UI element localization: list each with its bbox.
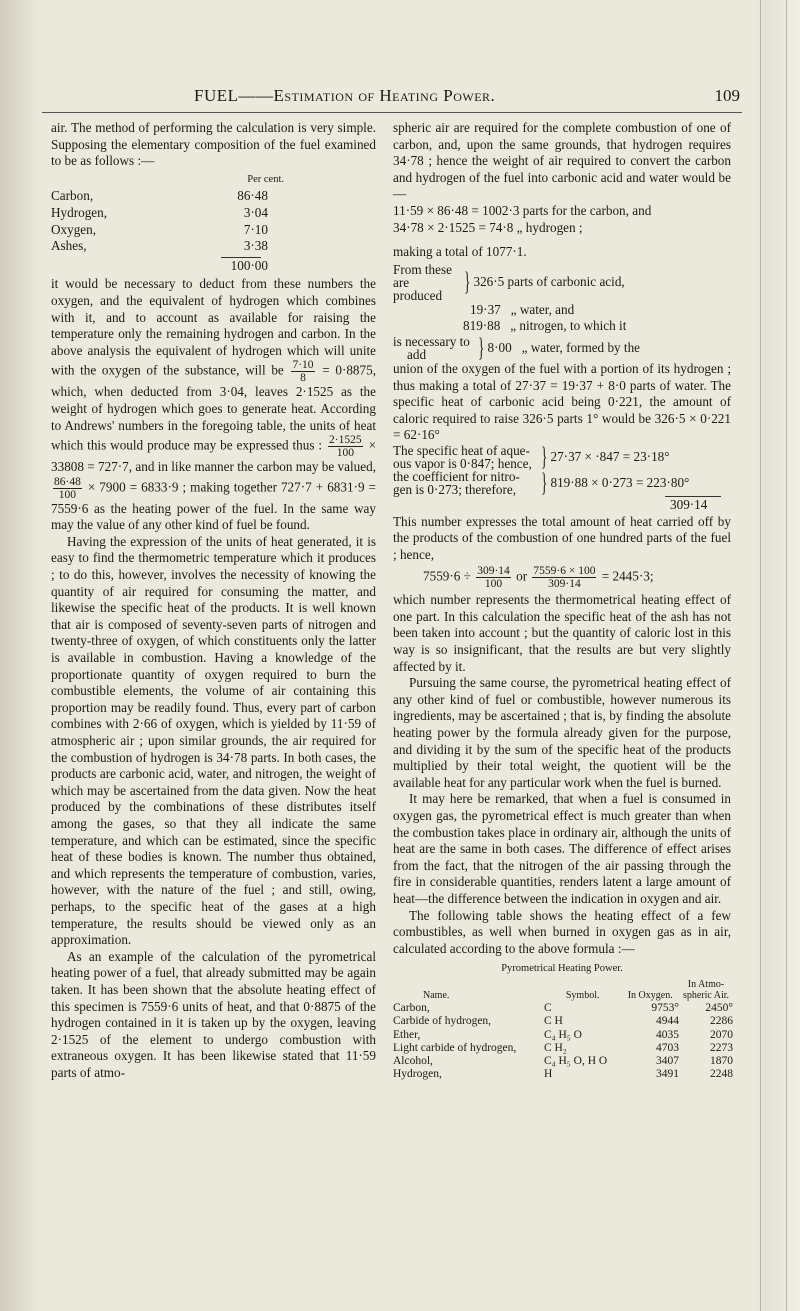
table-cell-air: 2450° [705, 1001, 733, 1014]
table-cell-oxygen: 3407 [656, 1055, 679, 1068]
pyrometrical-table [393, 978, 733, 1082]
row-label: Ashes, [51, 238, 87, 254]
table-row [393, 1055, 733, 1068]
header-word: Estimation [273, 86, 354, 105]
products-block [393, 263, 731, 302]
text-run: „ water, formed by the [521, 339, 641, 355]
text-run: × 7900 = 6833·9 ; making together 727·7 + 6831·9 = 7559·6 as the heating power of the fuel. In the same way may the value of any other kind of fuel be found. [51, 479, 376, 533]
paragraph: This number expresses the total amount of heat carried off by the products of the combustion of one hundred parts of the fuel ; hence, [393, 513, 731, 562]
row-value: 3·38 [243, 238, 268, 254]
table-cell-symbol: H [543, 1068, 553, 1081]
text-run: = 0·8875, which, when deducted from 3·04, leaves 2·1525 as the weight of hydrogen which goes to generate heat. According to Andrews' numbers in the foregoing table, the units of heat which this would produce may be expressed thus : [51, 362, 377, 453]
composition-row [51, 222, 268, 239]
spec-label [393, 444, 538, 470]
value: 19·37 [470, 301, 501, 317]
products-label [393, 263, 461, 302]
paragraph: The following table shows the heating effect of a few combustibles, as well when burned in oxygen gas as in air, calculated according to the above formula :— [393, 907, 731, 956]
column-header: Symbol. [565, 989, 600, 1001]
page-number: 109 [714, 86, 740, 105]
value: 819·88 × 0·273 = 223·80° [550, 474, 690, 490]
composition-total: 100·00 [230, 257, 268, 273]
denominator: 8 [300, 372, 306, 385]
text-run: are produced [393, 274, 443, 303]
calculation-line: 11·59 × 86·48 = 1002·3 parts for the carbon, and [393, 202, 652, 218]
equation [393, 565, 731, 590]
table-caption: Pyrometrical Heating Power. [501, 963, 623, 975]
table-row [393, 1042, 733, 1055]
paragraph: Having the expression of the units of heat generated, it is easy to find the thermometric temperature which it produces ; to do this, however, involves the necessity of knowing the quantity of air required for consuming the matter, and likewise the specific heat of the products. It is well known that air is composed of seventy-seven parts of nitrogen and twenty-three of oxygen, of which constituents only the latter is available in combustion. Having a knowledge of the proportionate quantity of oxygen required to burn the combustible elements, the volume of air containing this proportion may be readily found. Thus, every part of carbon combines with 2·66 of oxygen, which is yielded by 11·59 of atmospheric air ; upon similar grounds, the air required for the combustion of hydrogen is 34·78 parts. In both cases, the products are carbonic acid, water, and nitrogen, the weight of which may be ascertained from the data given. Now the heat produced by the combinations of these distributes itself among the gases, so that they all indicate the same temperature, and which can be estimated, since the specific heat of these bodies is known. The number thus obtained, and which represents the temperature of combustion, varies, however, with the nature of the fuel ; and still, owing, perhaps, to the specific heat of the gases at a high temperature, the results should be viewed only as an approximation. [51, 533, 376, 948]
table-cell-name: Carbide of hydrogen, [393, 1015, 492, 1028]
denominator: 100 [58, 488, 77, 501]
table-cell-air: 2070 [710, 1028, 733, 1041]
text-run: be [271, 362, 284, 378]
brace: } [464, 267, 471, 297]
header-word: FUEL [194, 86, 239, 105]
table-row [393, 1002, 733, 1015]
table-cell-oxygen: 9753° [651, 1001, 679, 1014]
page-edge-line [786, 0, 787, 1311]
table-cell-air: 2248 [710, 1068, 733, 1081]
composition-row [51, 205, 268, 222]
text-run: × 33808 = 727·7, and in like manner the carbon may be valued, [51, 437, 377, 475]
table-cell-name: Alcohol, [393, 1055, 433, 1068]
table-cell-symbol: C H [543, 1015, 563, 1028]
text-run: is necessary to [393, 333, 470, 349]
text-run: From these [393, 261, 452, 277]
composition-row [51, 238, 268, 255]
numerator: 2·1525 [329, 434, 362, 447]
text-run: = 2445·3; [601, 568, 654, 584]
table-cell-air: 1870 [710, 1055, 733, 1068]
row-value: 86·48 [237, 188, 268, 204]
denominator: 100 [336, 447, 354, 460]
brace: } [541, 467, 548, 497]
text-run: add [407, 346, 427, 362]
column-header: In Oxygen. [627, 989, 673, 1001]
text-run: or [516, 568, 528, 584]
fraction [328, 434, 363, 459]
spec-label [393, 470, 538, 496]
text-run: 7559·6 ÷ [423, 568, 471, 584]
column-header: In Atmo-spheric Air. [682, 978, 730, 1001]
composition-total-row [51, 258, 268, 275]
denominator: 309·14 [548, 578, 581, 591]
brace: } [541, 441, 548, 471]
text-run: the coefficient for nitro- [393, 468, 520, 484]
numerator: 7·10 [292, 359, 314, 372]
row-label: Hydrogen, [51, 204, 108, 220]
paragraph [51, 276, 376, 534]
table-cell-name: Hydrogen, [393, 1068, 442, 1081]
table-row [393, 1015, 733, 1028]
add-label [393, 335, 475, 361]
table-cell-symbol: C H₂ [543, 1041, 567, 1054]
numerator: 309·14 [477, 565, 510, 578]
fraction [532, 565, 596, 590]
add-block [393, 332, 731, 362]
fraction [476, 565, 511, 590]
brace: } [478, 332, 485, 362]
header-word: of [358, 86, 375, 105]
table-cell-name: Ether, [393, 1028, 421, 1041]
table-cell-air: 2273 [710, 1041, 733, 1054]
page-edge-line [760, 0, 761, 1311]
paragraph: which number represents the thermometrical heating effect of one part. In this calculation the specific heat of the ash has not been taken into account ; but the quantity of caloric lost in this way is so insignificant, that the results are but very slightly affected by it. [393, 592, 731, 674]
table-cell-oxygen: 4703 [656, 1041, 679, 1054]
table-cell-air: 2286 [710, 1015, 733, 1028]
text-run: The specific heat of aque- [393, 442, 530, 458]
value: 819·88 [463, 318, 501, 334]
table-cell-oxygen: 4035 [656, 1028, 679, 1041]
text-run: „ nitrogen, to which it [510, 318, 627, 334]
header-rule [42, 112, 742, 113]
spec-heat-row [393, 441, 731, 471]
spec-total: 309·14 [670, 496, 708, 512]
text-run: 326·5 parts of carbonic acid, [473, 273, 625, 289]
header-title [194, 86, 495, 106]
row-label: Carbon, [51, 188, 94, 204]
composition-row [51, 188, 268, 205]
denominator: 100 [484, 578, 503, 591]
row-value: 7·10 [243, 221, 268, 237]
header-dash: —— [238, 86, 274, 105]
paragraph: It may here be remarked, that when a fuel is consumed in oxygen gas, the pyrometrical effect is much greater than when the combustion takes place in ordinary air, although the units of heat are the same in both cases. The difference of effect arises from the fact, that the nitrogen of the air passing through the fire in considerable quantities, renders latent a large amount of heat—the difference between the indication in oxygen and air. [393, 791, 731, 906]
table-cell-name: Carbon, [393, 1001, 430, 1014]
text-run: it would be necessary to deduct from these numbers the oxygen, and the equivalent of hydrogen which combines with it, and to account as available for raising the temperature only the remaining hydrogen and carbon. In the above analysis the equivalent of hydrogen which will unite with the oxygen of the substance, will [51, 276, 376, 378]
paragraph: air. The method of performing the calculation is very simple. Supposing the elementary composition of the fuel examined to be as follows :— [51, 120, 376, 169]
paragraph: union of the oxygen of the fuel with a portion of its hydrogen ; thus making a total of 27·37 = 19·37 + 8·0 parts of water. The specific heat of carbonic acid being 0·221, the amount of caloric required to raise 326·5 parts 1° would be 326·5 × 0·221 = 62·16° [393, 360, 731, 443]
calculation-line: making a total of 1077·1. [393, 244, 527, 260]
paragraph: spheric air are required for the complete combustion of one of carbon, and, upon the same grounds, that hydrogen requires 34·78 ; hence the weight of air required to convert the carbon and hydrogen of the fuel into carbonic acid and water would be— [393, 120, 731, 202]
table-cell-symbol: C [543, 1001, 552, 1014]
page-gutter-shadow [0, 0, 40, 1311]
spec-heat-row [393, 467, 731, 497]
column-header: Name. [423, 989, 450, 1001]
calculation-line: 34·78 × 2·1525 = 74·8 „ hydrogen ; [393, 219, 583, 235]
numerator: 7559·6 × 100 [533, 565, 596, 578]
table-cell-symbol: C₄ H₅ O [543, 1028, 582, 1041]
text-run: gen is 0·273; therefore, [393, 481, 517, 497]
value: 27·37 × ·847 = 23·18° [550, 448, 670, 464]
text-run: ous vapor is 0·847; hence, [393, 455, 532, 471]
table-cell-symbol: C₄ H₅ O, H O [543, 1055, 608, 1068]
running-header [44, 86, 740, 108]
row-value: 3·04 [243, 204, 268, 220]
fraction [53, 476, 82, 501]
value: 8·00 [487, 339, 512, 355]
composition-table [51, 172, 376, 275]
table-row [393, 1068, 733, 1081]
table-cell-oxygen: 3491 [656, 1068, 679, 1081]
paragraph: As an example of the calculation of the pyrometrical heating power of a fuel, that already submitted may be again taken. It has been shown that the absolute heating effect of this specimen is 7559·6 units of heat, and that 0·8875 of the hydrogen contained in it is taken up by the oxygen, leaving 2·1525 of the element to undergo combustion with extraneous oxygen. It has been likewise stated that 11·59 parts of atmo- [51, 948, 376, 1080]
header-word: Heating Power. [379, 86, 496, 105]
paragraph: Pursuing the same course, the pyrometrical heating effect of any other kind of fuel or combustible, however numerous its ingredients, may be ascertained ; that is, by finding the absolute heating power by the formula already given for the purpose, and dividing it by the sum of the specific heat of the products multiplied by their total weight, the quotient will be the available heat for any particular work when the fuel is burned. [393, 675, 731, 790]
right-column [393, 120, 731, 1082]
table-header-row [393, 978, 733, 1002]
numerator: 86·48 [54, 475, 81, 488]
calculation-line [393, 318, 731, 335]
table-cell-name: Light carbide of hydrogen, [393, 1041, 517, 1054]
composition-header: Per cent. [247, 173, 284, 185]
left-column [51, 120, 376, 1081]
table-row [393, 1029, 733, 1042]
text-run: „ water, and [510, 301, 575, 317]
table-cell-oxygen: 4944 [656, 1015, 679, 1028]
row-label: Oxygen, [51, 221, 97, 237]
calculation-line [393, 302, 731, 319]
fraction [291, 359, 314, 384]
